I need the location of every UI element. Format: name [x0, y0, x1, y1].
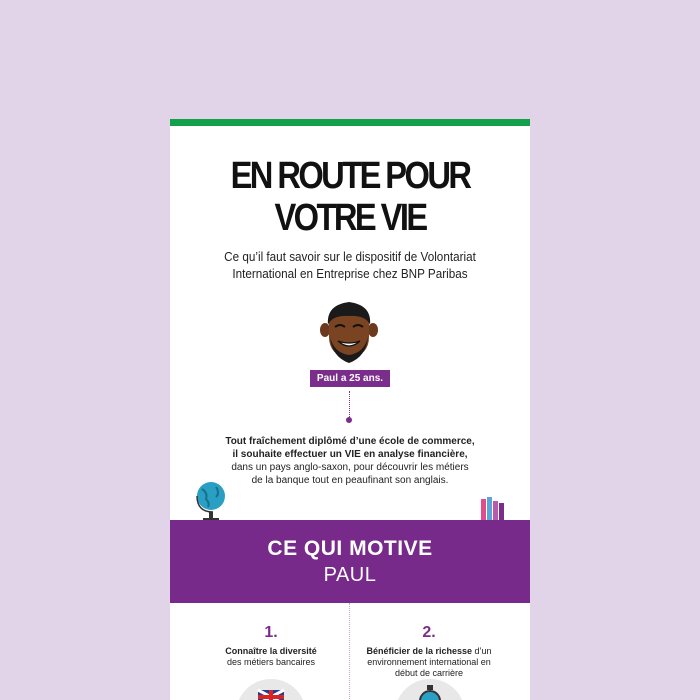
- intro-bold-line-2: il souhaite effectuer un VIE en analyse financière,: [232, 449, 468, 460]
- item-2-rest-a: d’un: [472, 646, 492, 656]
- intro-text: [210, 435, 490, 487]
- intro-line-3: dans un pays anglo-saxon, pour découvrir les métiers: [231, 462, 469, 473]
- subtitle-line-2: International en Entreprise chez BNP Paribas: [232, 266, 468, 281]
- compass-icon: [395, 679, 465, 700]
- uk-flag-icon: [236, 679, 306, 700]
- title-line-2: VOTRE VIE: [274, 197, 426, 239]
- item-2-rest-c: début de carrière: [394, 668, 464, 678]
- motivation-banner: [170, 520, 530, 603]
- column-divider: [349, 603, 350, 700]
- item-2-bold: Bénéficier de la richesse: [366, 646, 473, 656]
- banner-name: PAUL: [323, 564, 377, 586]
- age-badge: Paul a 25 ans.: [310, 370, 390, 387]
- connector-dot: [346, 417, 352, 423]
- motivation-item-2: [354, 624, 504, 679]
- item-1-number: 1.: [264, 624, 278, 641]
- banner-title: CE QUI MOTIVE: [267, 537, 433, 560]
- item-1-bold: Connaître la diversité: [225, 646, 317, 656]
- books-icon: [479, 497, 507, 521]
- dotted-connector: [349, 391, 350, 419]
- intro-line-4: de la banque tout en peaufinant son anglais.: [251, 475, 449, 486]
- title-line-1: EN ROUTE POUR: [230, 155, 470, 197]
- globe-icon: [194, 479, 228, 523]
- item-2-rest-b: environnement international en: [367, 657, 491, 667]
- motivation-item-1: [196, 624, 346, 668]
- top-accent-bar: [170, 119, 530, 126]
- subtitle: [206, 248, 494, 282]
- item-1-rest: des métiers bancaires: [226, 657, 316, 667]
- intro-bold-line-1: Tout fraîchement diplômé d’une école de commerce,: [225, 436, 475, 447]
- infographic-card: [170, 119, 530, 700]
- subtitle-line-1: Ce qu’il faut savoir sur le dispositif de Volontariat: [224, 249, 476, 264]
- page-title: [195, 155, 505, 239]
- item-2-number: 2.: [422, 624, 436, 641]
- paul-avatar-icon: [320, 297, 378, 367]
